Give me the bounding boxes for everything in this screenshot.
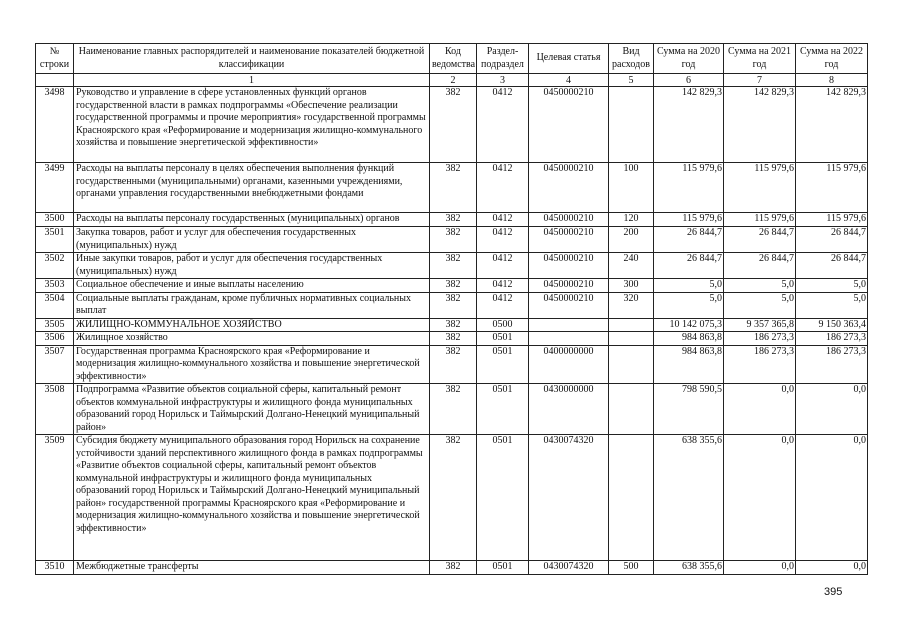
table-row — [36, 279, 868, 293]
row-sum-2020: 984 863,8 — [654, 345, 724, 384]
row-sum-2022: 0,0 — [796, 435, 868, 561]
row-number: 3502 — [36, 253, 74, 279]
row-expense-type: 100 — [609, 163, 654, 213]
row-target-article: 0400000000 — [529, 345, 609, 384]
row-sum-2020: 638 355,6 — [654, 435, 724, 561]
table-row — [36, 332, 868, 346]
table-row — [36, 227, 868, 253]
row-dept-code: 382 — [430, 227, 477, 253]
row-section-code: 0501 — [477, 345, 529, 384]
row-sum-2021: 5,0 — [724, 279, 796, 293]
table-row — [36, 213, 868, 227]
row-sum-2022: 26 844,7 — [796, 227, 868, 253]
row-sum-2020: 638 355,6 — [654, 561, 724, 575]
row-section-code: 0501 — [477, 435, 529, 561]
row-sum-2021: 186 273,3 — [724, 332, 796, 346]
row-section-code: 0501 — [477, 384, 529, 435]
row-expense-type: 240 — [609, 253, 654, 279]
row-sum-2021: 5,0 — [724, 292, 796, 318]
table-row — [36, 253, 868, 279]
row-dept-code: 382 — [430, 87, 477, 163]
row-sum-2020: 5,0 — [654, 292, 724, 318]
row-sum-2022: 0,0 — [796, 384, 868, 435]
row-sum-2022: 115 979,6 — [796, 163, 868, 213]
row-dept-code: 382 — [430, 279, 477, 293]
row-target-article — [529, 318, 609, 332]
row-sum-2022: 186 273,3 — [796, 332, 868, 346]
row-name: Расходы на выплаты персоналу государственных (муниципальных) органов — [74, 213, 430, 227]
row-section-code: 0412 — [477, 87, 529, 163]
row-section-code: 0412 — [477, 292, 529, 318]
row-name: Субсидия бюджету муниципального образования город Норильск на сохранение устойчивости зданий перспективного жилищного фонда в рамках подпрограммы «Развитие объектов социальной сферы, капитальный ремонт объектов коммунальной инфраструктуры и жилищного фонда муниципальных образований город Норильск и Таймырский Долгано-Ненецкий муниципальный район» государственной программы Красноярского края «Реформирование и модернизация жилищно-коммунального хозяйства и повышение энергетической эффективности» — [74, 435, 430, 561]
row-sum-2022: 5,0 — [796, 292, 868, 318]
row-dept-code: 382 — [430, 213, 477, 227]
row-sum-2020: 26 844,7 — [654, 253, 724, 279]
row-number: 3509 — [36, 435, 74, 561]
header-sum-2020: Сумма на 2020 год — [654, 44, 724, 74]
column-number: 5 — [609, 74, 654, 87]
row-target-article: 0430074320 — [529, 435, 609, 561]
row-sum-2020: 5,0 — [654, 279, 724, 293]
row-name: Расходы на выплаты персоналу в целях обеспечения выполнения функций государственными (муниципальными) органами, казенными учреждениями, органами управления государственными внебюджетными фондами — [74, 163, 430, 213]
row-sum-2022: 9 150 363,4 — [796, 318, 868, 332]
row-sum-2022: 186 273,3 — [796, 345, 868, 384]
row-number: 3503 — [36, 279, 74, 293]
page-number: 395 — [824, 586, 843, 598]
header-row-no: № строки — [36, 44, 74, 74]
row-section-code: 0412 — [477, 253, 529, 279]
row-dept-code: 382 — [430, 332, 477, 346]
row-sum-2020: 142 829,3 — [654, 87, 724, 163]
row-sum-2021: 9 357 365,8 — [724, 318, 796, 332]
row-expense-type: 500 — [609, 561, 654, 575]
row-dept-code: 382 — [430, 292, 477, 318]
header-dept: Код ведомства — [430, 44, 477, 74]
row-sum-2021: 0,0 — [724, 561, 796, 575]
row-name: Межбюджетные трансферты — [74, 561, 430, 575]
row-sum-2020: 115 979,6 — [654, 163, 724, 213]
row-sum-2020: 798 590,5 — [654, 384, 724, 435]
row-expense-type — [609, 435, 654, 561]
row-sum-2021: 26 844,7 — [724, 227, 796, 253]
header-target: Целевая статья — [529, 44, 609, 74]
row-dept-code: 382 — [430, 253, 477, 279]
row-section-code: 0500 — [477, 318, 529, 332]
row-name: Иные закупки товаров, работ и услуг для обеспечения государственных (муниципальных) нужд — [74, 253, 430, 279]
row-sum-2021: 115 979,6 — [724, 213, 796, 227]
table-row — [36, 435, 868, 561]
row-name: Закупка товаров, работ и услуг для обеспечения государственных (муниципальных) нужд — [74, 227, 430, 253]
row-target-article — [529, 332, 609, 346]
table-row — [36, 318, 868, 332]
column-number-row — [36, 74, 868, 87]
column-number: 7 — [724, 74, 796, 87]
row-expense-type — [609, 345, 654, 384]
column-number: 3 — [477, 74, 529, 87]
row-number: 3500 — [36, 213, 74, 227]
row-name: Жилищное хозяйство — [74, 332, 430, 346]
row-section-code: 0412 — [477, 213, 529, 227]
header-name: Наименование главных распорядителей и наименование показателей бюджетной классификации — [74, 44, 430, 74]
row-sum-2020: 26 844,7 — [654, 227, 724, 253]
row-expense-type — [609, 87, 654, 163]
row-expense-type: 320 — [609, 292, 654, 318]
header-row — [36, 44, 868, 74]
row-name: ЖИЛИЩНО-КОММУНАЛЬНОЕ ХОЗЯЙСТВО — [74, 318, 430, 332]
row-target-article: 0450000210 — [529, 213, 609, 227]
row-sum-2022: 115 979,6 — [796, 213, 868, 227]
row-number: 3505 — [36, 318, 74, 332]
row-name: Руководство и управление в сфере установленных функций органов государственной власти в рамках подпрограммы «Обеспечение реализации государственной программы и прочие мероприятия» государственной программы Красноярского края «Реформирование и модернизация жилищно-коммунального хозяйства и повышение энергетической эффективности» — [74, 87, 430, 163]
header-sum-2021: Сумма на 2021 год — [724, 44, 796, 74]
table-row — [36, 163, 868, 213]
row-target-article: 0430074320 — [529, 561, 609, 575]
row-expense-type — [609, 332, 654, 346]
table-row — [36, 87, 868, 163]
row-name: Социальные выплаты гражданам, кроме публичных нормативных социальных выплат — [74, 292, 430, 318]
row-name: Подпрограмма «Развитие объектов социальной сферы, капитальный ремонт объектов коммунальной инфраструктуры и жилищного фонда муниципальных образований город Норильск и Таймырский Долгано-Ненецкий муниципальный район» — [74, 384, 430, 435]
row-expense-type — [609, 318, 654, 332]
row-number: 3504 — [36, 292, 74, 318]
row-sum-2022: 0,0 — [796, 561, 868, 575]
row-sum-2021: 26 844,7 — [724, 253, 796, 279]
header-sum-2022: Сумма на 2022 год — [796, 44, 868, 74]
row-expense-type: 300 — [609, 279, 654, 293]
row-number: 3506 — [36, 332, 74, 346]
row-number: 3508 — [36, 384, 74, 435]
row-section-code: 0501 — [477, 561, 529, 575]
budget-table — [35, 43, 868, 575]
column-number: 8 — [796, 74, 868, 87]
row-dept-code: 382 — [430, 435, 477, 561]
row-sum-2021: 0,0 — [724, 435, 796, 561]
row-section-code: 0412 — [477, 227, 529, 253]
column-number: 4 — [529, 74, 609, 87]
row-number: 3510 — [36, 561, 74, 575]
row-sum-2021: 0,0 — [724, 384, 796, 435]
row-name: Государственная программа Красноярского края «Реформирование и модернизация жилищно-коммунального хозяйства и повышение энергетической эффективности» — [74, 345, 430, 384]
column-number: 1 — [74, 74, 430, 87]
row-section-code: 0501 — [477, 332, 529, 346]
table-row — [36, 345, 868, 384]
row-target-article: 0450000210 — [529, 163, 609, 213]
row-sum-2020: 984 863,8 — [654, 332, 724, 346]
row-sum-2022: 5,0 — [796, 279, 868, 293]
row-sum-2021: 142 829,3 — [724, 87, 796, 163]
row-target-article: 0450000210 — [529, 253, 609, 279]
row-dept-code: 382 — [430, 318, 477, 332]
table-row — [36, 384, 868, 435]
row-dept-code: 382 — [430, 345, 477, 384]
row-sum-2022: 26 844,7 — [796, 253, 868, 279]
table-row — [36, 561, 868, 575]
row-sum-2020: 10 142 075,3 — [654, 318, 724, 332]
header-type: Вид расходов — [609, 44, 654, 74]
row-section-code: 0412 — [477, 163, 529, 213]
row-target-article: 0450000210 — [529, 87, 609, 163]
column-number — [36, 74, 74, 87]
row-section-code: 0412 — [477, 279, 529, 293]
row-dept-code: 382 — [430, 561, 477, 575]
budget-table-sheet — [35, 43, 867, 575]
header-section: Раздел-подраздел — [477, 44, 529, 74]
row-sum-2021: 186 273,3 — [724, 345, 796, 384]
row-number: 3501 — [36, 227, 74, 253]
row-number: 3499 — [36, 163, 74, 213]
row-target-article: 0450000210 — [529, 292, 609, 318]
row-sum-2022: 142 829,3 — [796, 87, 868, 163]
row-expense-type: 120 — [609, 213, 654, 227]
row-number: 3507 — [36, 345, 74, 384]
row-expense-type: 200 — [609, 227, 654, 253]
row-sum-2021: 115 979,6 — [724, 163, 796, 213]
row-target-article: 0430000000 — [529, 384, 609, 435]
row-expense-type — [609, 384, 654, 435]
table-row — [36, 292, 868, 318]
row-sum-2020: 115 979,6 — [654, 213, 724, 227]
row-number: 3498 — [36, 87, 74, 163]
row-target-article: 0450000210 — [529, 227, 609, 253]
row-dept-code: 382 — [430, 163, 477, 213]
column-number: 2 — [430, 74, 477, 87]
row-name: Социальное обеспечение и иные выплаты населению — [74, 279, 430, 293]
row-target-article: 0450000210 — [529, 279, 609, 293]
row-dept-code: 382 — [430, 384, 477, 435]
column-number: 6 — [654, 74, 724, 87]
